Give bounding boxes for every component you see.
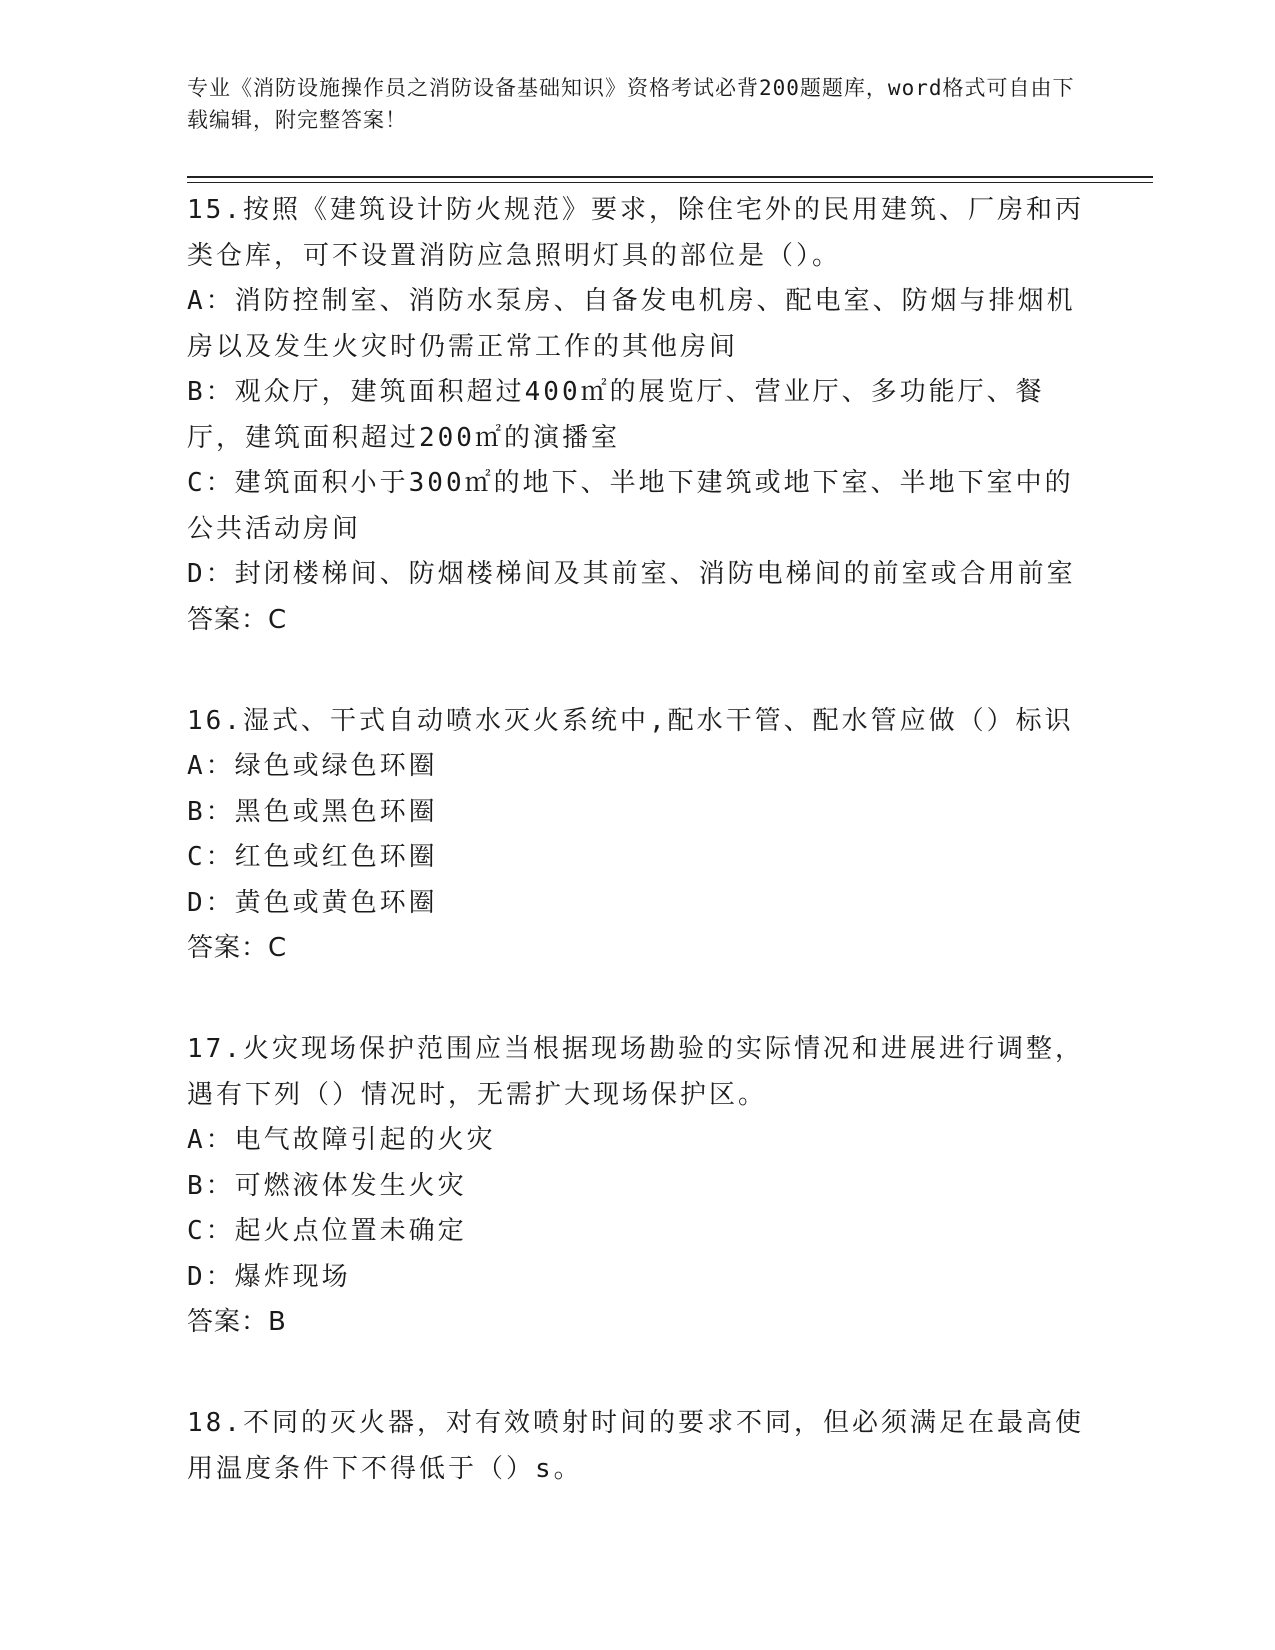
- option-d: D：黄色或黄色环圈: [187, 887, 438, 918]
- option-b: B：黑色或黑色环圈: [187, 796, 438, 827]
- option-d: D：爆炸现场: [187, 1261, 351, 1292]
- question-stem: 15.按照《建筑设计防火规范》要求，除住宅外的民用建筑、厂房和丙类仓库，可不设置消防应急照明灯具的部位是（）。: [187, 195, 1084, 271]
- option-c: C：建筑面积小于300㎡的地下、半地下建筑或地下室、半地下室中的公共活动房间: [187, 468, 1074, 544]
- option-b: B：可燃液体发生火灾: [187, 1170, 467, 1201]
- option-c: C：红色或红色环圈: [187, 842, 438, 872]
- question-stem: 17.火灾现场保护范围应当根据现场勘验的实际情况和进展进行调整，遇有下列（）情况时，无需扩大现场保护区。: [187, 1034, 1084, 1110]
- question-stem: 18.不同的灭火器，对有效喷射时间的要求不同，但必须满足在最高使用温度条件下不得低于（）s。: [187, 1408, 1084, 1484]
- question-stem: 16.湿式、干式自动喷水灭火系统中,配水干管、配水管应做（）标识: [187, 705, 1074, 736]
- answer-line: 答案：C: [187, 933, 288, 963]
- option-d: D：封闭楼梯间、防烟楼梯间及其前室、消防电梯间的前室或合用前室: [187, 559, 1076, 589]
- option-b: B：观众厅，建筑面积超过400㎡的展览厅、营业厅、多功能厅、餐厅，建筑面积超过200㎡的演播室: [187, 377, 1045, 453]
- option-c: C：起火点位置未确定: [187, 1216, 467, 1246]
- header-divider-thin: [187, 182, 1153, 183]
- option-a: A：绿色或绿色环圈: [187, 751, 438, 781]
- question-16: [187, 699, 1087, 972]
- header-divider-thick: [187, 176, 1153, 178]
- question-18: [187, 1401, 1087, 1492]
- question-15: [187, 188, 1087, 643]
- document-title: 专业《消防设施操作员之消防设备基础知识》资格考试必背200题题库，word格式可自由下载编辑，附完整答案！: [187, 76, 1075, 132]
- answer-line: 答案：C: [187, 604, 288, 635]
- document-header: [187, 72, 1087, 136]
- answer-line: 答案：B: [187, 1307, 287, 1337]
- question-list: [187, 188, 1087, 1548]
- option-a: A：电气故障引起的火灾: [187, 1125, 496, 1155]
- question-17: [187, 1027, 1087, 1345]
- option-a: A：消防控制室、消防水泵房、自备发电机房、配电室、防烟与排烟机房以及发生火灾时仍需正常工作的其他房间: [187, 286, 1076, 362]
